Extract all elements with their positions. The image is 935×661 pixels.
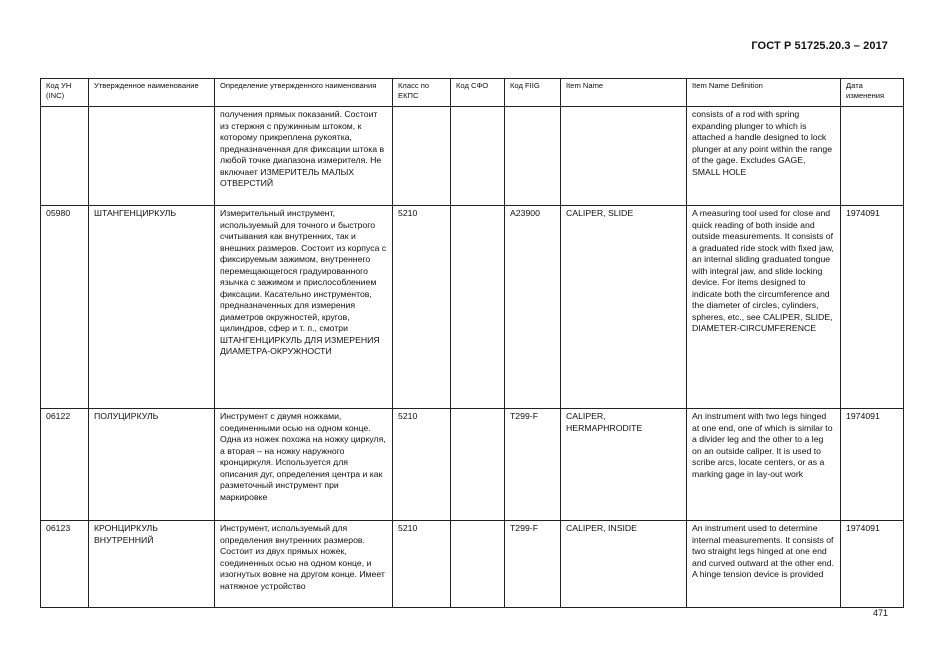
cell-item-name: CALIPER, SLIDE: [561, 206, 687, 409]
cell-approved-name: ПОЛУЦИРКУЛЬ: [89, 409, 215, 521]
cell-sfo-code: [451, 107, 505, 206]
cell-item-name: CALIPER, HERMAPHRODITE: [561, 409, 687, 521]
cell-fiig-code: A23900: [505, 206, 561, 409]
cell-inc: 05980: [41, 206, 89, 409]
cell-change-date: 1974091: [841, 409, 904, 521]
cell-sfo-code: [451, 409, 505, 521]
col-header-item-name-definition: Item Name Definition: [687, 79, 841, 107]
table-row: [41, 107, 904, 206]
table-header-row: [41, 79, 904, 107]
cell-inc: 06123: [41, 521, 89, 608]
page-number: 471: [872, 608, 888, 618]
table-row: [41, 409, 904, 521]
document-header: ГОСТ Р 51725.20.3 – 2017: [751, 40, 888, 52]
cell-fiig-code: T299-F: [505, 409, 561, 521]
terms-table: [40, 78, 904, 608]
cell-approved-name: ШТАНГЕНЦИРКУЛЬ: [89, 206, 215, 409]
col-header-change-date: Дата изменения: [841, 79, 904, 107]
table-row: [41, 206, 904, 409]
col-header-approved-name: Утвержденное наименование: [89, 79, 215, 107]
cell-ekps-class: 5210: [393, 409, 451, 521]
cell-change-date: [841, 107, 904, 206]
cell-definition: Инструмент с двумя ножками, соединенными осью на одном конце. Одна из ножек похожа на ножку циркуля, а вторая – на ножку наружного кронциркуля. Используется для описания дуг, определения центра и как разметочный инструмент при маркировке: [215, 409, 393, 521]
cell-item-name: [561, 107, 687, 206]
cell-fiig-code: [505, 107, 561, 206]
cell-item-name-definition: A measuring tool used for close and quick reading of both inside and outside measurements. It consists of a graduated ride stock with fixed jaw, an internal sliding graduated tongue with integral jaw, and slide locking device. For items designed to indicate both the circumference and the diameter of circles, cylinders, spheres, etc., see CALIPER, SLIDE, DIAMETER-CIRCUMFERENCE: [687, 206, 841, 409]
cell-ekps-class: 5210: [393, 206, 451, 409]
col-header-sfo-code: Код СФО: [451, 79, 505, 107]
col-header-item-name: Item Name: [561, 79, 687, 107]
cell-definition: Инструмент, используемый для определения внутренних размеров. Состоит из двух прямых ножек, соединенных осью на одном конце, и изогнутых вовне на другом конце. Имеет натяжное устройство: [215, 521, 393, 608]
cell-definition: Измерительный инструмент, используемый для точного и быстрого считывания как внутренних, так и внешних размеров. Состоит из корпуса с фиксируемым зажимом, внутреннего перемещающегося градуированного язычка с зажимом и прислособлением фиксации. Касательно инструментов, предназначенных для измерения диаметров окружностей, кругов, цилиндров, сфер и т. п., смотри ШТАНГЕНЦИРКУЛЬ ДЛЯ ИЗМЕРЕНИЯ ДИАМЕТРА-ОКРУЖНОСТИ: [215, 206, 393, 409]
cell-item-name-definition: An instrument used to determine internal measurements. It consists of two straight legs hinged at one end and curved outward at the other end. A hinge tension device is provided: [687, 521, 841, 608]
col-header-ekps-class: Класс по ЕКПС: [393, 79, 451, 107]
col-header-fiig-code: Код FIIG: [505, 79, 561, 107]
cell-sfo-code: [451, 521, 505, 608]
cell-ekps-class: [393, 107, 451, 206]
cell-change-date: 1974091: [841, 521, 904, 608]
cell-item-name-definition: consists of a rod with spring expanding plunger to which is attached a handle designed to lock plunger at any point within the range of the gage. Excludes GAGE, SMALL HOLE: [687, 107, 841, 206]
cell-item-name-definition: An instrument with two legs hinged at one end, one of which is similar to a divider leg and the other to a leg on an outside caliper. It is used to scribe arcs, locate centers, or as a marking gage in lay-out work: [687, 409, 841, 521]
cell-approved-name: [89, 107, 215, 206]
cell-fiig-code: T299-F: [505, 521, 561, 608]
cell-sfo-code: [451, 206, 505, 409]
cell-inc: [41, 107, 89, 206]
col-header-inc: Код УН (INC): [41, 79, 89, 107]
cell-item-name: CALIPER, INSIDE: [561, 521, 687, 608]
cell-ekps-class: 5210: [393, 521, 451, 608]
cell-inc: 06122: [41, 409, 89, 521]
table-row: [41, 521, 904, 608]
cell-change-date: 1974091: [841, 206, 904, 409]
cell-approved-name: КРОНЦИРКУЛЬ ВНУТРЕННИЙ: [89, 521, 215, 608]
cell-definition: получения прямых показаний. Состоит из стержня с пружинным штоком, к которому прикреплена рукоятка, предназначенная для фиксации штока в любой точке диапазона измерителя. Не включает ИЗМЕРИТЕЛЬ МАЛЫХ ОТВЕРСТИЙ: [215, 107, 393, 206]
col-header-definition: Определение утвержденного наименования: [215, 79, 393, 107]
